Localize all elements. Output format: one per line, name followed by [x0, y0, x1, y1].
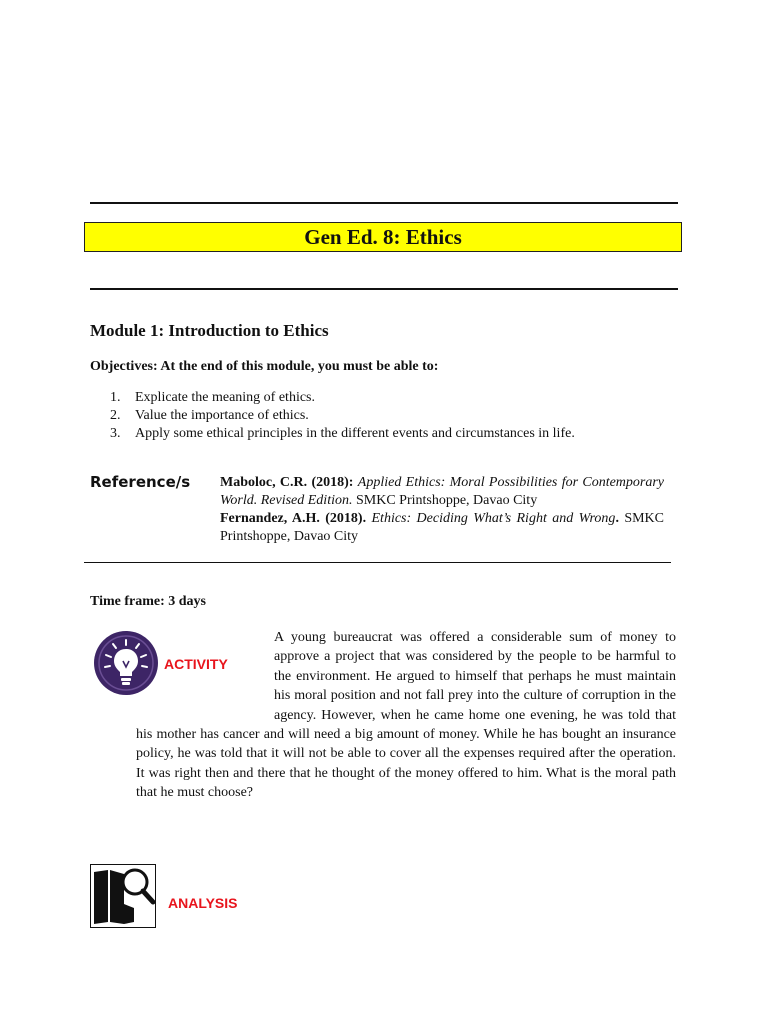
reference-item — [220, 474, 664, 510]
objective-text: Explicate the meaning of ethics. — [135, 390, 315, 405]
reference-author: Maboloc, C.R. (2018): — [220, 475, 354, 490]
objective-item — [110, 389, 575, 407]
top-rule — [90, 202, 678, 204]
objective-number: 2. — [110, 408, 121, 423]
objective-number: 3. — [110, 426, 121, 441]
reference-item — [220, 510, 664, 546]
magnifier-book-icon — [90, 864, 156, 928]
objective-number: 1. — [110, 390, 121, 405]
reference-title: Applied Ethics: Moral Possibilities for Contemporary World. Revised Edition. — [220, 475, 665, 508]
references-divider — [84, 562, 671, 563]
activity-text: A young bureaucrat was offered a considerable sum of money to approve a project that was considered by the people to be harmful to the environment. He argued to himself that perhaps he must maintain his moral position and not fall prey into the culture of corruption in the agency. However, when he came home one evening, he was told that his mother has cancer and will need a big amount of money. While he has bought an insurance policy, he was told that it will not be able to cover all the expenses required after the operation. It was right then and there that he thought of the money offered to him. What is the moral path that he must choose? — [136, 630, 676, 801]
icon-float-spacer — [136, 628, 274, 706]
activity-paragraph — [136, 628, 676, 803]
reference-author: Fernandez, A.H. (2018). — [220, 511, 367, 526]
reference-title: Ethics: Deciding What’s Right and Wrong — [371, 511, 616, 526]
reference-period: . — [615, 511, 619, 526]
reference-publisher: SMKC Printshoppe, Davao City — [352, 493, 538, 508]
page-title: Gen Ed. 8: Ethics — [84, 222, 682, 252]
objectives-heading: Objectives: At the end of this module, you must be able to: — [90, 359, 439, 374]
references-label: Reference/s — [90, 473, 191, 491]
objective-text: Apply some ethical principles in the different events and circumstances in life. — [135, 426, 575, 441]
objectives-list — [110, 389, 575, 443]
objective-item — [110, 407, 575, 425]
activity-label: ACTIVITY — [164, 656, 228, 672]
analysis-label: ANALYSIS — [168, 895, 238, 911]
objective-item — [110, 425, 575, 443]
module-title: Module 1: Introduction to Ethics — [90, 321, 329, 340]
objective-text: Value the importance of ethics. — [135, 408, 309, 423]
title-bottom-rule — [90, 288, 678, 290]
references-list — [220, 474, 664, 546]
time-frame: Time frame: 3 days — [90, 594, 206, 609]
reference-publisher: SMKC Printshoppe, Davao City — [220, 511, 665, 544]
